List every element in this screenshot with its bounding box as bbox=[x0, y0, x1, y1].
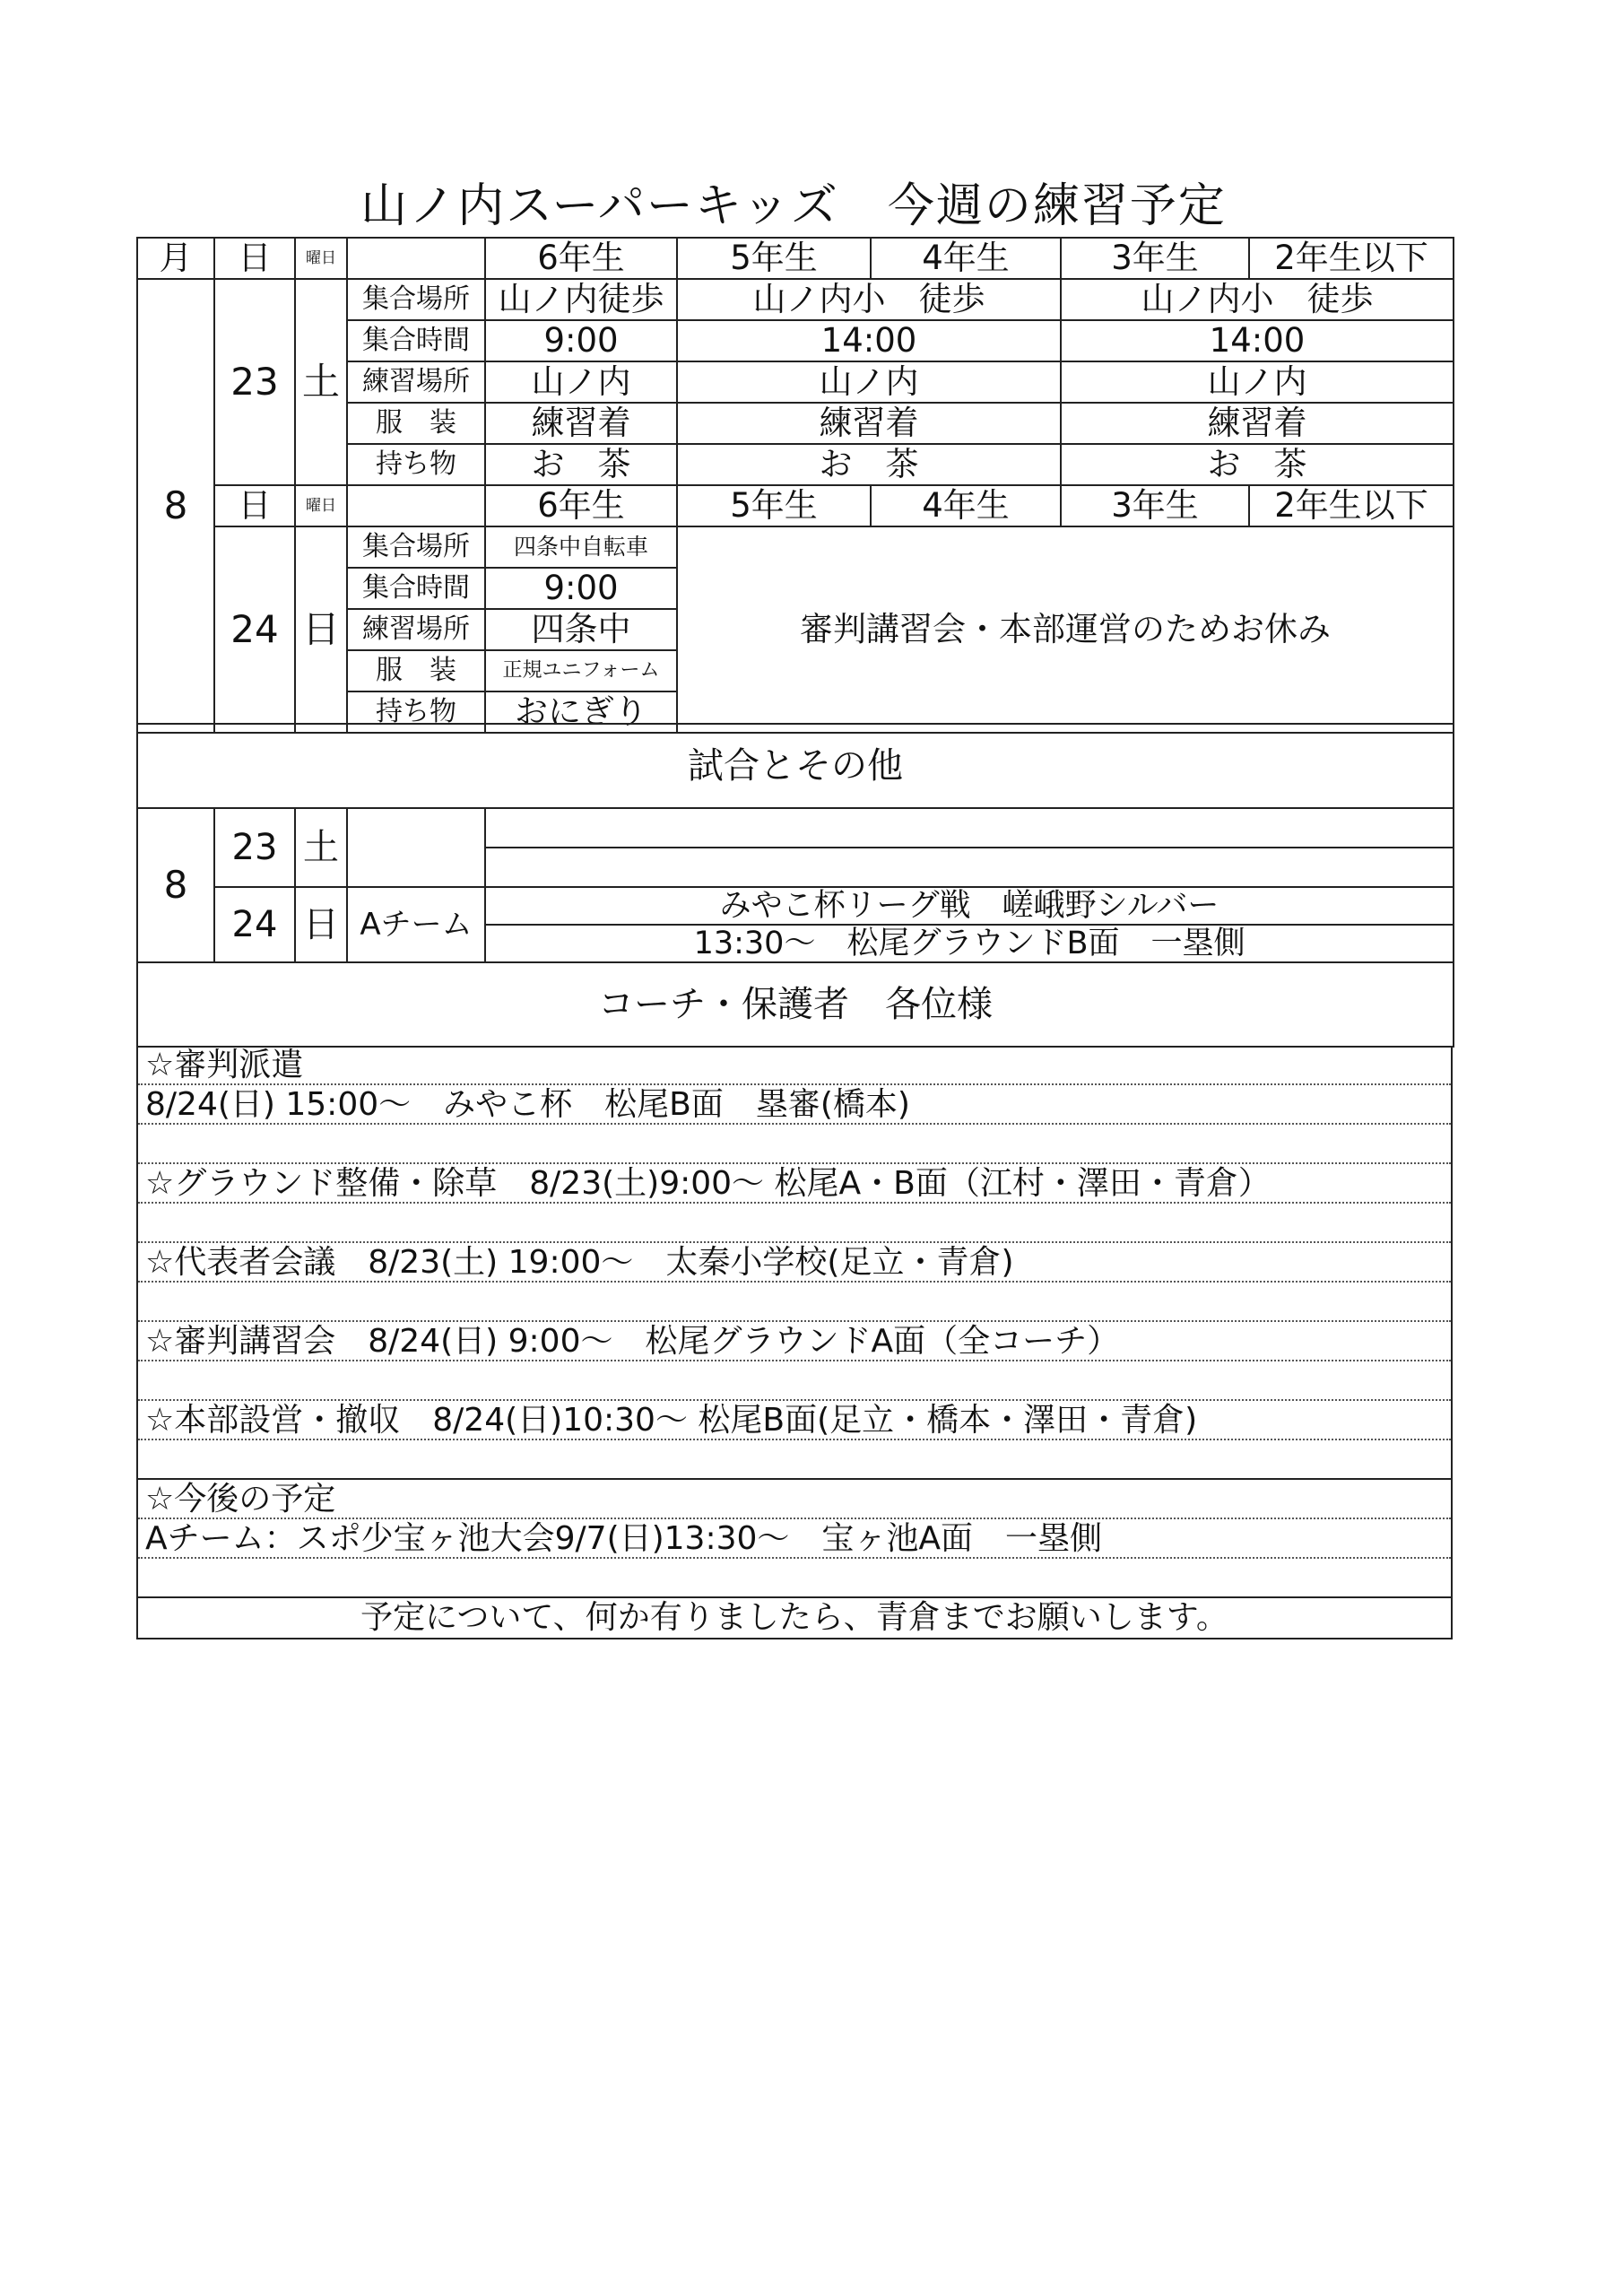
grade6-value: 山ノ内 bbox=[485, 361, 677, 403]
games-date: 24 bbox=[214, 887, 295, 962]
notes-section bbox=[136, 1046, 1453, 1639]
grade6-value: 四条中自転車 bbox=[485, 526, 677, 568]
practice-schedule-table bbox=[136, 237, 1454, 734]
grade6-value: 練習着 bbox=[485, 403, 677, 444]
day1-weekday: 土 bbox=[295, 279, 347, 485]
month-cell: 8 bbox=[137, 279, 214, 733]
games-weekday: 土 bbox=[295, 808, 347, 887]
grade6-value: おにぎり bbox=[485, 691, 677, 733]
grade54-value: 練習着 bbox=[677, 403, 1061, 444]
note-line: Aチーム：スポ少宝ヶ池大会9/7(日)13:30～ 宝ヶ池A面 一塁側 bbox=[138, 1519, 1451, 1559]
grade5-header: 5年生 bbox=[677, 238, 871, 279]
note-line bbox=[138, 1559, 1451, 1598]
closing-message: 予定について、何か有りましたら、青倉までお願いします。 bbox=[360, 1599, 1228, 1636]
games-title: 試合とその他 bbox=[137, 724, 1454, 808]
games-table bbox=[136, 723, 1454, 1048]
grade32-value: 山ノ内小 徒歩 bbox=[1061, 279, 1454, 320]
day1-row bbox=[137, 279, 1454, 320]
grade4-header: 4年生 bbox=[871, 238, 1061, 279]
grade32-value: 練習着 bbox=[1061, 403, 1454, 444]
grade6-value: 9:00 bbox=[485, 568, 677, 609]
grade6-header: 6年生 bbox=[485, 485, 677, 526]
row-label: 練習場所 bbox=[347, 609, 485, 650]
note-line bbox=[138, 1361, 1451, 1401]
note-line: ☆今後の予定 bbox=[138, 1480, 1451, 1519]
day-header: 日 bbox=[214, 485, 295, 526]
day-header: 日 bbox=[214, 238, 295, 279]
grade3-header: 3年生 bbox=[1061, 485, 1249, 526]
games-detail bbox=[485, 848, 1454, 887]
note-line bbox=[138, 1125, 1451, 1164]
day2-date: 24 bbox=[214, 526, 295, 733]
note-line: ☆代表者会議 8/23(土) 19:00～ 太秦小学校(足立・青倉) bbox=[138, 1243, 1451, 1283]
grade6-value: 山ノ内徒歩 bbox=[485, 279, 677, 320]
row-label: 服 装 bbox=[347, 403, 485, 444]
row-label: 集合時間 bbox=[347, 320, 485, 361]
games-date: 23 bbox=[214, 808, 295, 887]
games-title-row bbox=[137, 724, 1454, 808]
header-row-day1 bbox=[137, 238, 1454, 279]
page-title: 山ノ内スーパーキッズ 今週の練習予定 bbox=[360, 179, 1227, 233]
label-header bbox=[347, 238, 485, 279]
notes-title: コーチ・保護者 各位様 bbox=[137, 962, 1454, 1047]
games-detail: 13:30～ 松尾グラウンドB面 一塁側 bbox=[485, 925, 1454, 962]
grade6-value: 9:00 bbox=[485, 320, 677, 361]
day2-weekday: 日 bbox=[295, 526, 347, 733]
day1-date: 23 bbox=[214, 279, 295, 485]
grade32-value: お 茶 bbox=[1061, 444, 1454, 485]
grade54-value: 14:00 bbox=[677, 320, 1061, 361]
games-team bbox=[347, 808, 485, 887]
grade2-header: 2年生以下 bbox=[1249, 238, 1454, 279]
note-line bbox=[138, 1283, 1451, 1322]
weekday-header: 曜日 bbox=[295, 238, 347, 279]
row-label: 集合場所 bbox=[347, 526, 485, 568]
row-label: 集合時間 bbox=[347, 568, 485, 609]
row-label: 集合場所 bbox=[347, 279, 485, 320]
row-label: 練習場所 bbox=[347, 361, 485, 403]
note-line: ☆審判講習会 8/24(日) 9:00～ 松尾グラウンドA面（全コーチ） bbox=[138, 1322, 1451, 1361]
games-row bbox=[137, 808, 1454, 848]
grade6-value: お 茶 bbox=[485, 444, 677, 485]
row-label: 持ち物 bbox=[347, 444, 485, 485]
note-line bbox=[138, 1204, 1451, 1243]
day2-row bbox=[137, 526, 1454, 568]
note-line: ☆本部設営・撤収 8/24(日)10:30～ 松尾B面(足立・橋本・澤田・青倉) bbox=[138, 1401, 1451, 1440]
grade6-header: 6年生 bbox=[485, 238, 677, 279]
grade32-value: 14:00 bbox=[1061, 320, 1454, 361]
header-row-day2 bbox=[137, 485, 1454, 526]
day2-closed-note: 審判講習会・本部運営のためお休み bbox=[677, 526, 1454, 733]
note-line bbox=[138, 1440, 1451, 1480]
grade5-header: 5年生 bbox=[677, 485, 871, 526]
games-team: Aチーム bbox=[347, 887, 485, 962]
grade54-value: 山ノ内 bbox=[677, 361, 1061, 403]
note-line: ☆グラウンド整備・除草 8/23(土)9:00～ 松尾A・B面（江村・澤田・青倉） bbox=[138, 1164, 1451, 1204]
grade6-value: 正規ユニフォーム bbox=[485, 650, 677, 691]
grade2-header: 2年生以下 bbox=[1249, 485, 1454, 526]
note-line: 8/24(日) 15:00～ みやこ杯 松尾B面 塁審(橋本) bbox=[138, 1085, 1451, 1125]
weekday-header: 曜日 bbox=[295, 485, 347, 526]
grade54-value: 山ノ内小 徒歩 bbox=[677, 279, 1061, 320]
month-header: 月 bbox=[137, 238, 214, 279]
games-weekday: 日 bbox=[295, 887, 347, 962]
note-line: ☆審判派遣 bbox=[138, 1046, 1451, 1085]
games-detail bbox=[485, 808, 1454, 848]
games-row bbox=[137, 887, 1454, 925]
games-detail: みやこ杯リーグ戦 嵯峨野シルバー bbox=[485, 887, 1454, 925]
notes-title-row bbox=[137, 962, 1454, 1047]
label-header bbox=[347, 485, 485, 526]
grade54-value: お 茶 bbox=[677, 444, 1061, 485]
row-label: 持ち物 bbox=[347, 691, 485, 733]
grade32-value: 山ノ内 bbox=[1061, 361, 1454, 403]
grade3-header: 3年生 bbox=[1061, 238, 1249, 279]
grade4-header: 4年生 bbox=[871, 485, 1061, 526]
games-month: 8 bbox=[137, 808, 214, 962]
row-label: 服 装 bbox=[347, 650, 485, 691]
grade6-value: 四条中 bbox=[485, 609, 677, 650]
